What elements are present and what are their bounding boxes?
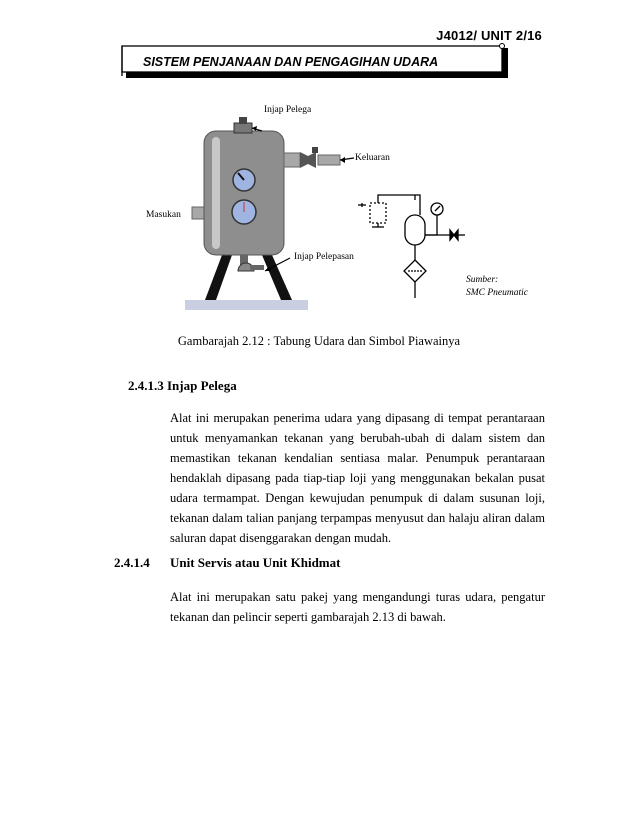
ground-base	[185, 300, 308, 310]
label-source-name: SMC Pneumatic	[466, 288, 529, 298]
section-number-service-unit: 2.4.1.4	[114, 555, 150, 570]
label-drain-valve: Injap Pelepasan	[294, 252, 354, 262]
receiver-standard-symbol	[358, 195, 465, 298]
banner-title: SISTEM PENJANAAN DAN PENGAGIHAN UDARA	[143, 55, 439, 69]
relief-valve-cap	[239, 117, 247, 124]
relief-valve-icon	[234, 123, 252, 133]
label-inlet: Masukan	[146, 210, 181, 220]
unit-code: J4012/ UNIT 2/16	[436, 28, 542, 43]
section-paragraph-relief-valve: Alat ini merupakan penerima udara yang dipasang di tempat perantaraan untuk menyamankan tekanan yang berubah-ubah di dalam sistem dan memastikan tekanan kendalian sentiasa malar. Penumpuk perantaraan hendaklah dipasang pada tiap-tiap loji yang menggunakan bekalan pusat udara termampat. Dengan kewujudan penumpuk di dalam susunan loji, tekanan dalam talian panjang terpampas menyusut dan halaju aliran dalam saluran dapat disenggarakan dengan mudah.	[170, 411, 545, 545]
tank-leg-right	[262, 255, 292, 300]
label-outlet: Keluaran	[355, 153, 390, 163]
section-heading-relief-valve: 2.4.1.3 Injap Pelega	[128, 378, 237, 393]
outlet-pipe	[284, 153, 300, 167]
air-receiver-illustration	[0, 95, 638, 325]
label-relief-valve: Injap Pelega	[264, 105, 312, 115]
air-receiver-figure	[0, 95, 638, 325]
section-paragraph-service-unit: Alat ini merupakan satu pakej yang mengandungi turas udara, pengatur tekanan dan pelincir seperti gambarajah 2.13 di bawah.	[170, 590, 545, 624]
tank-leg-left	[205, 255, 232, 300]
section-heading-service-unit: Unit Servis atau Unit Khidmat	[170, 555, 341, 570]
figure-caption: Gambarajah 2.12 : Tabung Udara dan Simbol Piawainya	[177, 334, 461, 348]
label-source: Sumber:	[466, 275, 499, 285]
tank-highlight	[212, 137, 220, 249]
